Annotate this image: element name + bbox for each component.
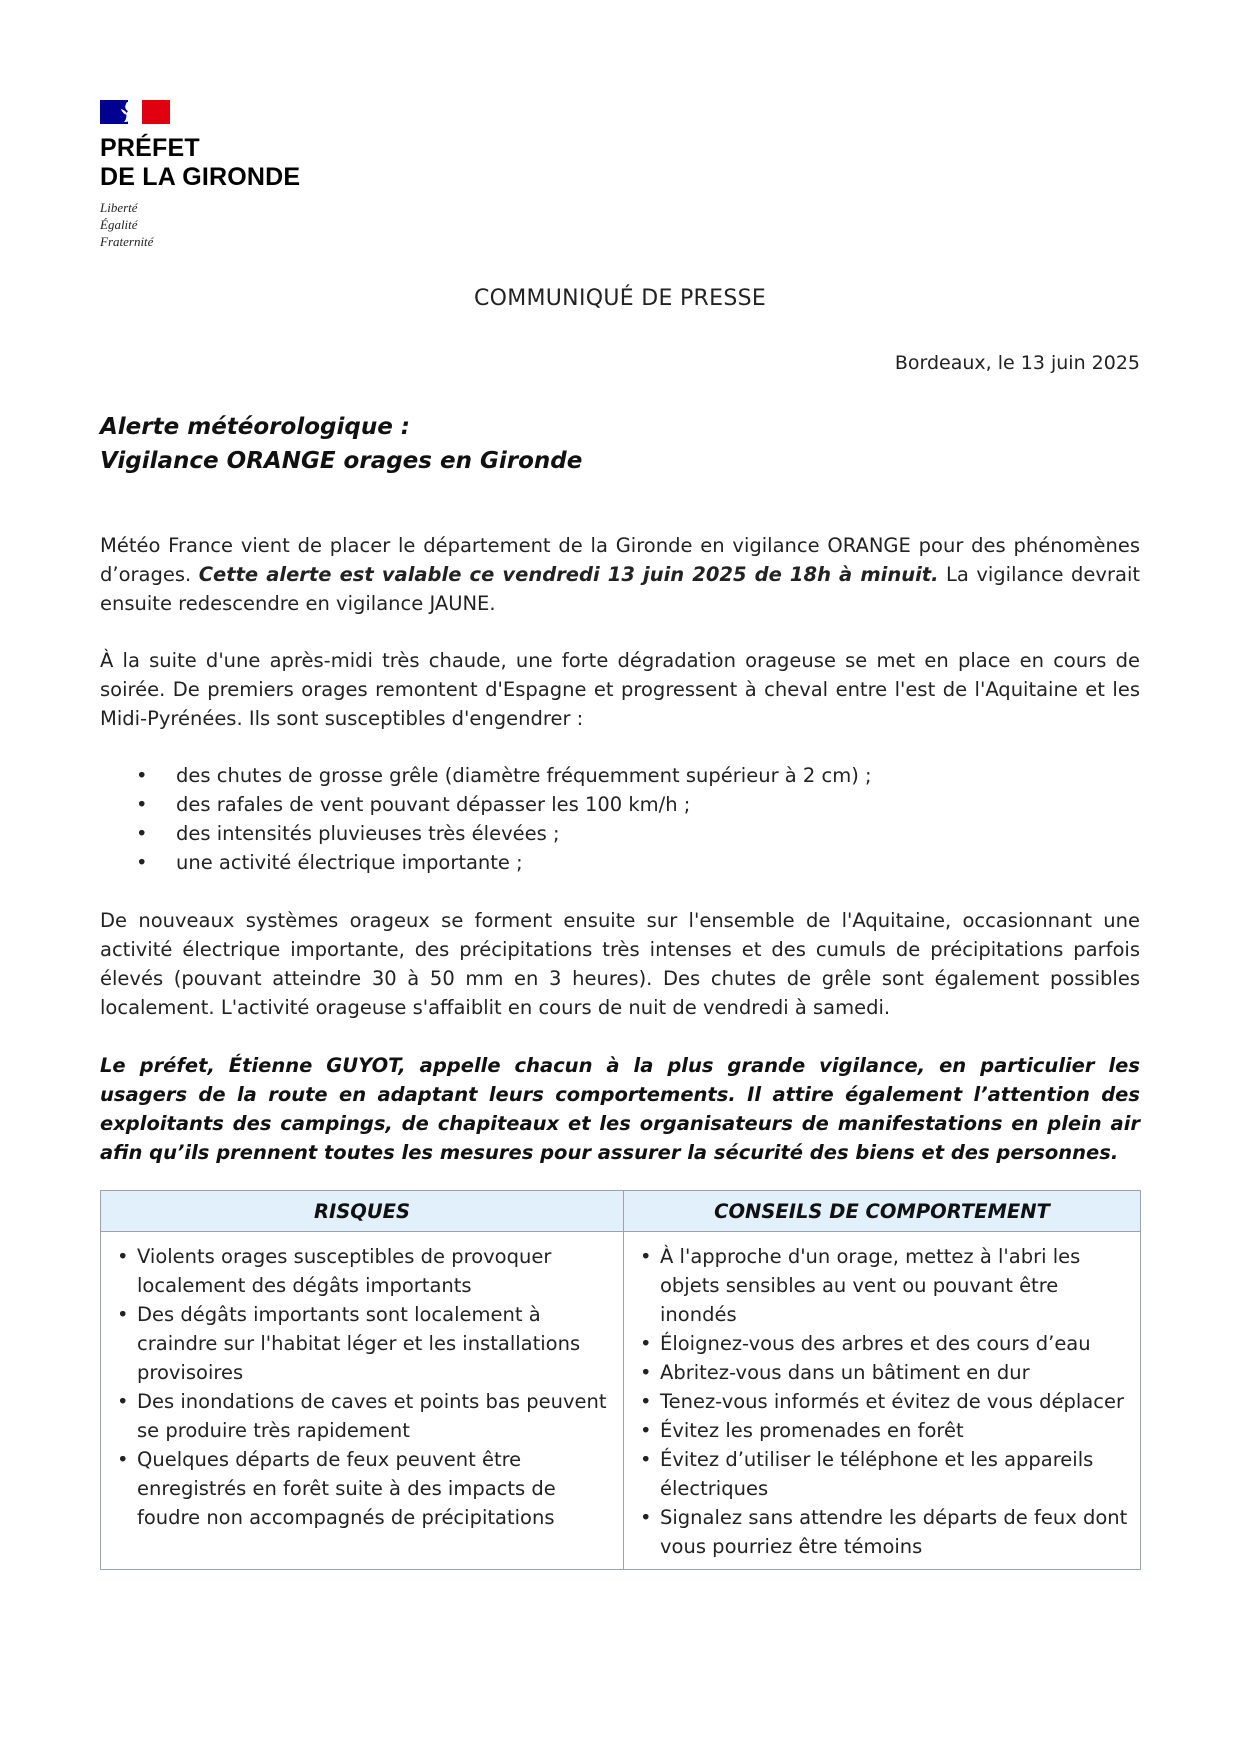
document-title-line1: Alerte météorologique : [100,414,411,440]
risk-item [117,1387,617,1445]
marianne-flag-icon [100,100,170,124]
bullet-icon: • [640,1245,652,1268]
paragraph-situation: À la suite d'une après-midi très chaude, une forte dégradation orageuse se met en place en cours de soirée. De premiers orages remontent d'Espagne et progressent à cheval entre l'est de l'Aquitaine et les Midi-Pyrénées. Ils sont susceptibles d'engendrer : [100,649,1140,730]
advice-text: Évitez d’utiliser le téléphone et les appareils électriques [660,1448,1094,1500]
advice-list [640,1242,1134,1561]
advice-item [640,1329,1134,1358]
header-conseils: CONSEILS DE COMPORTEMENT [624,1191,1141,1232]
hazard-list [136,761,872,877]
paragraph-announcement-end: La vigilance devrait ensuite redescendre en vigilance JAUNE. [100,563,1141,615]
bullet-icon: • [640,1390,652,1413]
hazard-text: une activité électrique importante ; [176,851,523,874]
hazard-list-item [136,819,872,848]
advice-text: Éloignez-vous des arbres et des cours d’eau [660,1332,1091,1355]
paragraph-evolution: De nouveaux systèmes orageux se forment ensuite sur l'ensemble de l'Aquitaine, occasionnant une activité électrique importante, des précipitations très intenses et des cumuls de précipitations parfois élevés (pouvant atteindre 30 à 50 mm en 3 heures). Des chutes de grêle sont également possibles localement. L'activité orageuse s'affaiblit en cours de nuit de vendredi à samedi. [100,909,1140,1019]
advice-item [640,1416,1134,1445]
prefecture-name-line2: DE LA GIRONDE [100,163,301,191]
bullet-icon: • [640,1419,652,1442]
table-header-row [101,1191,1141,1232]
risk-text: Violents orages susceptibles de provoquer localement des dégâts importants [137,1245,552,1297]
risk-item [117,1300,617,1387]
risk-text: Des inondations de caves et points bas peuvent se produire très rapidement [137,1390,607,1442]
advice-item [640,1445,1134,1503]
prefecture-logo [100,100,300,250]
hazard-text: des rafales de vent pouvant dépasser les 100 km/h ; [176,793,691,816]
risks-advice-table [100,1190,1141,1570]
risk-text: Quelques départs de feux peuvent être enregistrés en forêt suite à des impacts de foudre non accompagnés de précipitations [137,1448,556,1529]
bullet-icon: • [640,1506,652,1529]
bullet-icon: • [117,1245,129,1268]
republic-motto [100,199,300,250]
prefecture-name-line1: PRÉFET [100,134,200,162]
motto-egalite: Égalité [100,217,138,232]
risks-cell [101,1232,624,1570]
risk-item [117,1445,617,1532]
bullet-icon: • [117,1448,129,1471]
bullet-icon: • [136,822,148,845]
flag-red-band [142,100,170,124]
document-title [100,410,582,478]
bullet-icon: • [136,851,148,874]
risk-item [117,1242,617,1300]
paragraph-announcement [100,531,1140,618]
advice-text: Abritez-vous dans un bâtiment en dur [660,1361,1030,1384]
hazard-text: des chutes de grosse grêle (diamètre fréquemment supérieur à 2 cm) ; [176,764,872,787]
advice-item [640,1387,1134,1416]
bullet-icon: • [117,1390,129,1413]
bullet-icon: • [640,1448,652,1471]
advice-text: Tenez-vous informés et évitez de vous déplacer [660,1390,1124,1413]
document-type: COMMUNIQUÉ DE PRESSE [473,286,767,311]
motto-fraternite: Fraternité [100,234,154,249]
paragraph-prefect-appeal: Le préfet, Étienne GUYOT, appelle chacun à la plus grande vigilance, en particulier les usagers de la route en adaptant leurs comportements. Il attire également l’attention des exploitants des campings, de chapiteaux et les organisateurs de manifestations en plein air afin qu’ils prennent toutes les mesures pour assurer la sécurité des biens et des personnes. [100,1054,1140,1164]
advice-text: Évitez les promenades en forêt [660,1419,964,1442]
paragraph-announcement-emphasis: Cette alerte est valable ce vendredi 13 juin 2025 de 18h à minuit. [198,563,939,586]
bullet-icon: • [640,1361,652,1384]
header-risques: RISQUES [101,1191,624,1232]
risks-list [117,1242,617,1532]
hazard-list-item [136,790,872,819]
bullet-icon: • [117,1303,129,1326]
motto-liberte: Liberté [100,200,138,215]
prefecture-name [100,134,300,192]
advice-item [640,1503,1134,1561]
advice-cell [624,1232,1141,1570]
advice-item [640,1358,1134,1387]
hazard-text: des intensités pluvieuses très élevées ; [176,822,560,845]
advice-text: Signalez sans attendre les départs de feux dont vous pourriez être témoins [660,1506,1128,1558]
bullet-icon: • [640,1332,652,1355]
paragraph-announcement-start: Météo France vient de placer le département de la Gironde en vigilance ORANGE pour des phénomènes d’orages. [100,534,1140,586]
bullet-icon: • [136,764,148,787]
risk-text: Des dégâts importants sont localement à craindre sur l'habitat léger et les installations provisoires [137,1303,581,1384]
advice-text: À l'approche d'un orage, mettez à l'abri les objets sensibles au vent ou pouvant être inondés [660,1245,1081,1326]
document-title-line2: Vigilance ORANGE orages en Gironde [100,448,583,474]
document-date: Bordeaux, le 13 juin 2025 [894,352,1140,374]
table-row [101,1232,1141,1570]
advice-item [640,1242,1134,1329]
hazard-list-item [136,761,872,790]
hazard-list-item [136,848,872,877]
bullet-icon: • [136,793,148,816]
